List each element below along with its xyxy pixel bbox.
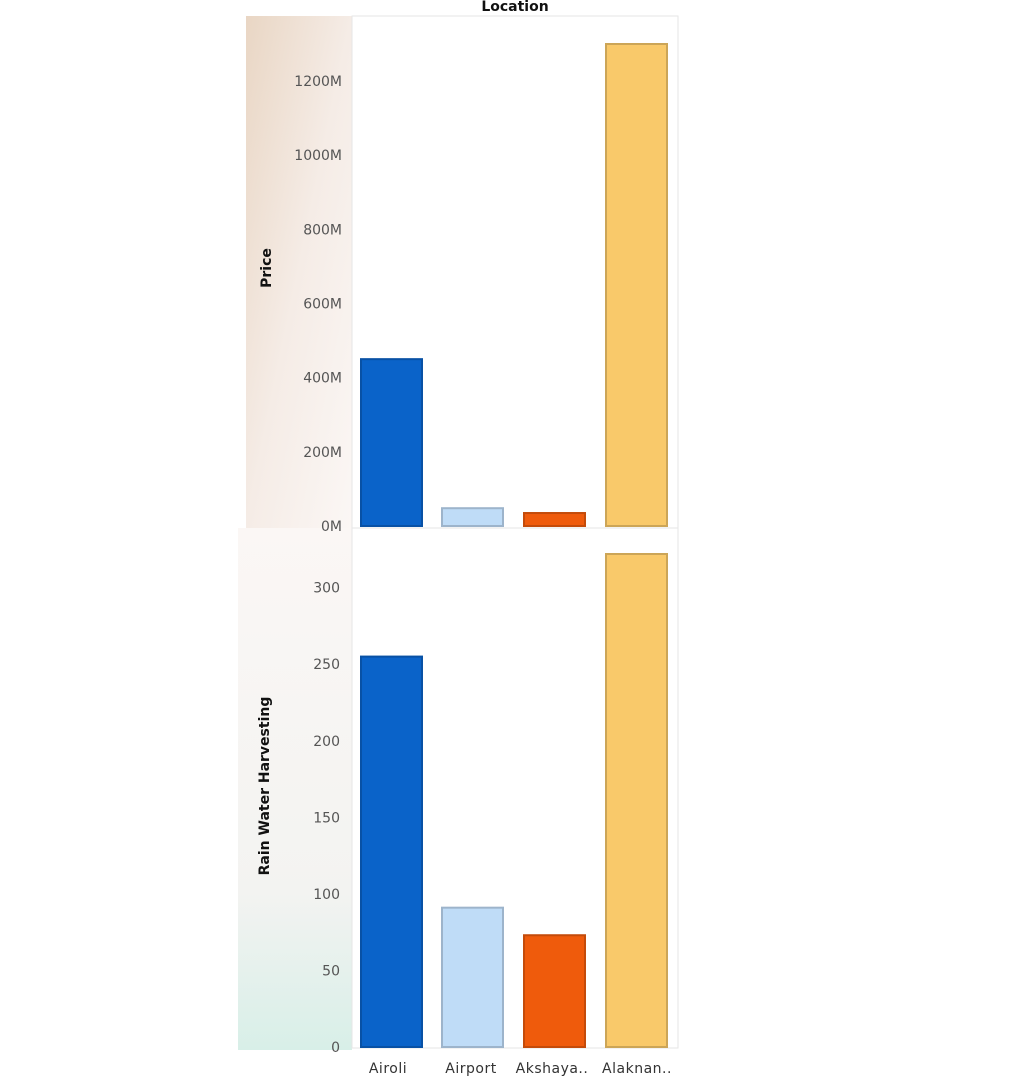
x-category-label: Alaknan..: [602, 1061, 672, 1077]
y-tick-label: 250: [313, 657, 340, 674]
chart-title: Location: [481, 0, 549, 15]
y-tick-label: 100: [313, 886, 340, 903]
bar-rain-water-0[interactable]: [361, 657, 422, 1047]
y-tick-label: 300: [313, 580, 340, 597]
x-category-label: Akshaya..: [515, 1061, 589, 1077]
bar-rain-water-2[interactable]: [524, 935, 585, 1047]
y-tick-label: 0: [331, 1040, 340, 1056]
y-tick-label: 1200M: [294, 74, 342, 91]
bar-price-3[interactable]: [606, 44, 667, 526]
x-category-label: Airport: [445, 1061, 497, 1077]
y-axis-title-price: Price: [259, 248, 275, 288]
y-axis-title-rain-water: Rain Water Harvesting: [257, 696, 273, 876]
y-tick-label: 400M: [303, 370, 342, 387]
y-tick-label: 150: [313, 810, 340, 827]
bar-price-1[interactable]: [442, 508, 503, 526]
bar-price-2[interactable]: [524, 513, 585, 526]
bar-rain-water-1[interactable]: [442, 908, 503, 1047]
x-category-label: Airoli: [368, 1061, 408, 1077]
y-tick-label: 0M: [321, 519, 342, 535]
y-tick-label: 800M: [303, 222, 342, 239]
bar-price-0[interactable]: [361, 359, 422, 526]
y-tick-label: 200M: [303, 444, 342, 461]
y-tick-label: 600M: [303, 296, 342, 313]
y-tick-label: 1000M: [294, 148, 342, 165]
y-tick-label: 50: [322, 963, 340, 980]
y-tick-label: 200: [313, 733, 340, 750]
bar-rain-water-3[interactable]: [606, 554, 667, 1047]
